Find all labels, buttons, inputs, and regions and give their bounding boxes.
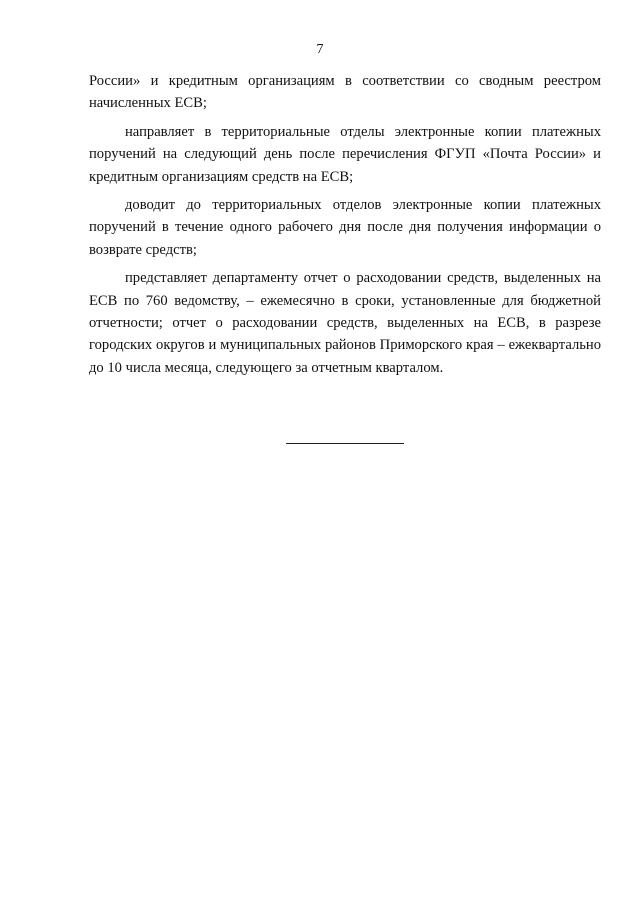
paragraph-continuation: России» и кредитным организациям в соответствии со сводным реестром начисленных ЕСВ; bbox=[89, 73, 601, 112]
end-divider bbox=[286, 443, 404, 444]
paragraph-submits-report: представляет департаменту отчет о расходовании средств, выделенных на ЕСВ по 760 ведомству, – ежемесячно в сроки, установленные для бюджетной отчетности; отчет о расходовании средств, выделенных на ЕСВ, в разрезе городских округов и муниципальных районов Приморского края – ежеквартально до 10 числа месяца, следующего за отчетным кварталом. bbox=[89, 270, 601, 376]
page-number: 7 bbox=[316, 42, 324, 57]
paragraph-delivers-payment-copies: доводит до территориальных отделов электронные копии платежных поручений в течение одного рабочего дня после дня получения информации о возврате средств; bbox=[89, 197, 601, 258]
paragraph-sends-payment-copies: направляет в территориальные отделы электронные копии платежных поручений на следующий день после перечисления ФГУП «Почта России» и кредитным организациям средств на ЕСВ; bbox=[89, 123, 601, 185]
document-body bbox=[89, 70, 601, 385]
